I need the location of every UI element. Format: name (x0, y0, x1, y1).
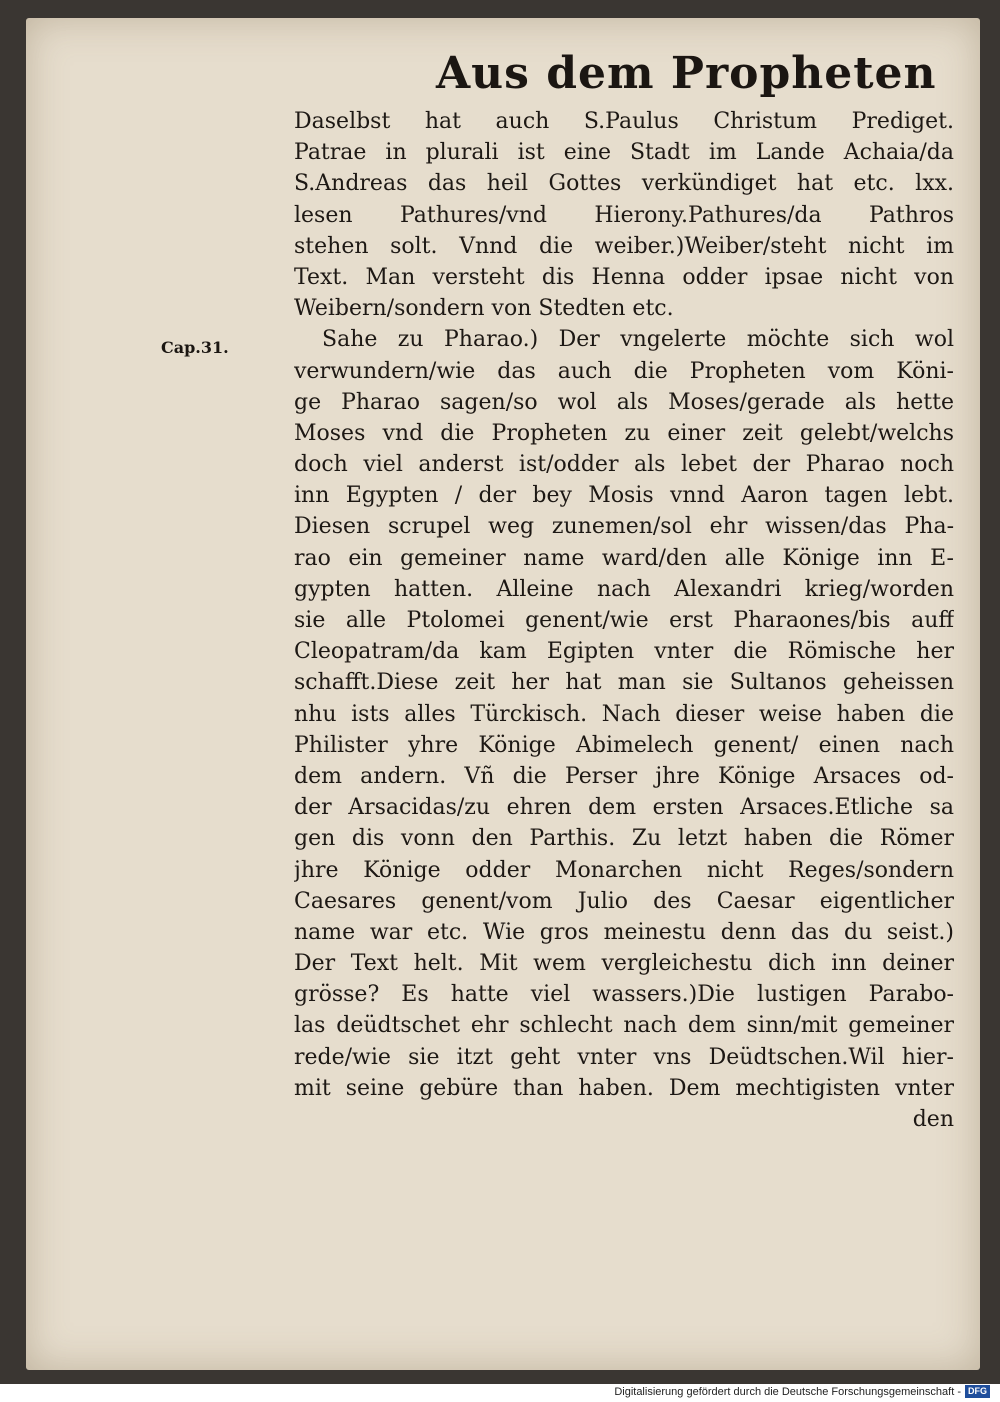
text-line: Sahe zu Pharao.) Der vngelerte möchte sich wol (322, 327, 954, 353)
text-line: Text. Man versteht dis Henna odder ipsae nicht von (294, 264, 954, 290)
text-line: inn Egypten / der bey Mosis vnnd Aaron tagen lebt. (294, 483, 954, 509)
text-line: Cleopatram/da kam Egipten vnter die Römische her (294, 639, 954, 665)
text-line: Caesares genent/vom Julio des Caesar eigentlicher (294, 888, 954, 914)
text-line: sie alle Ptolomei genent/wie erst Pharaones/bis auff (294, 608, 954, 633)
text-line: stehen solt. Vnnd die weiber.)Weiber/steht nicht im (294, 233, 954, 259)
digitization-footer (614, 1385, 990, 1398)
text-line: Philister yhre Könige Abimelech genent/ einen nach (294, 732, 954, 758)
running-head: Aus dem Propheten (436, 48, 937, 99)
text-line: Weibern/sondern von Stedten etc. (294, 296, 674, 322)
text-line: gen dis vonn den Parthis. Zu letzt haben die Römer (294, 826, 954, 852)
text-line: dem andern. Vñ die Perser jhre Könige Arsaces od- (294, 763, 954, 789)
text-line: Diesen scrupel weg zunemen/sol ehr wissen/das Pha- (294, 514, 954, 540)
text-line: rao ein gemeiner name ward/den alle Könige inn E- (294, 545, 954, 571)
text-line: Der Text helt. Mit wem vergleichestu dich inn deiner (294, 951, 954, 977)
text-line: doch viel anderst ist/odder als lebet der Pharao noch (294, 452, 954, 478)
text-line: jhre Könige odder Monarchen nicht Reges/sondern (294, 857, 954, 883)
body-text (294, 106, 954, 1135)
text-line: schafft.Diese zeit her hat man sie Sultanos geheissen (294, 670, 954, 696)
text-line: grösse? Es hatte viel wassers.)Die lustigen Parabo- (294, 982, 954, 1008)
margin-note: Cap.31. (161, 338, 229, 357)
text-line: den (912, 1107, 954, 1132)
text-line: Moses vnd die Propheten zu einer zeit gelebt/welchs (294, 420, 954, 446)
footer-text: Digitalisierung gefördert durch die Deutsche Forschungsgemeinschaft - (614, 1385, 961, 1398)
text-line: gypten hatten. Alleine nach Alexandri krieg/worden (294, 576, 954, 602)
book-page (26, 18, 980, 1370)
text-line: Daselbst hat auch S.Paulus Christum Prediget. (294, 109, 954, 134)
text-line: las deüdtschet ehr schlecht nach dem sinn/mit gemeiner (294, 1013, 954, 1039)
text-line: Patrae in plurali ist eine Stadt im Lande Achaia/da (294, 140, 954, 166)
dfg-logo-icon: DFG (965, 1385, 990, 1398)
text-line: name war etc. Wie gros meinestu denn das du seist.) (294, 919, 954, 945)
text-line: lesen Pathures/vnd Hierony.Pathures/da Pathros (294, 202, 954, 228)
text-line: rede/wie sie itzt geht vnter vns Deüdtschen.Wil hier- (294, 1044, 954, 1070)
text-line: verwundern/wie das auch die Propheten vom Köni- (294, 358, 954, 384)
text-line: S.Andreas das heil Gottes verkündiget hat etc. lxx. (294, 171, 954, 197)
text-line: ge Pharao sagen/so wol als Moses/gerade als hette (294, 389, 954, 415)
text-line: nhu ists alles Türckisch. Nach dieser weise haben die (294, 701, 954, 727)
text-line: mit seine gebüre than haben. Dem mechtigisten vnter (294, 1075, 954, 1101)
text-line: der Arsacidas/zu ehren dem ersten Arsaces.Etliche sa (294, 795, 954, 821)
